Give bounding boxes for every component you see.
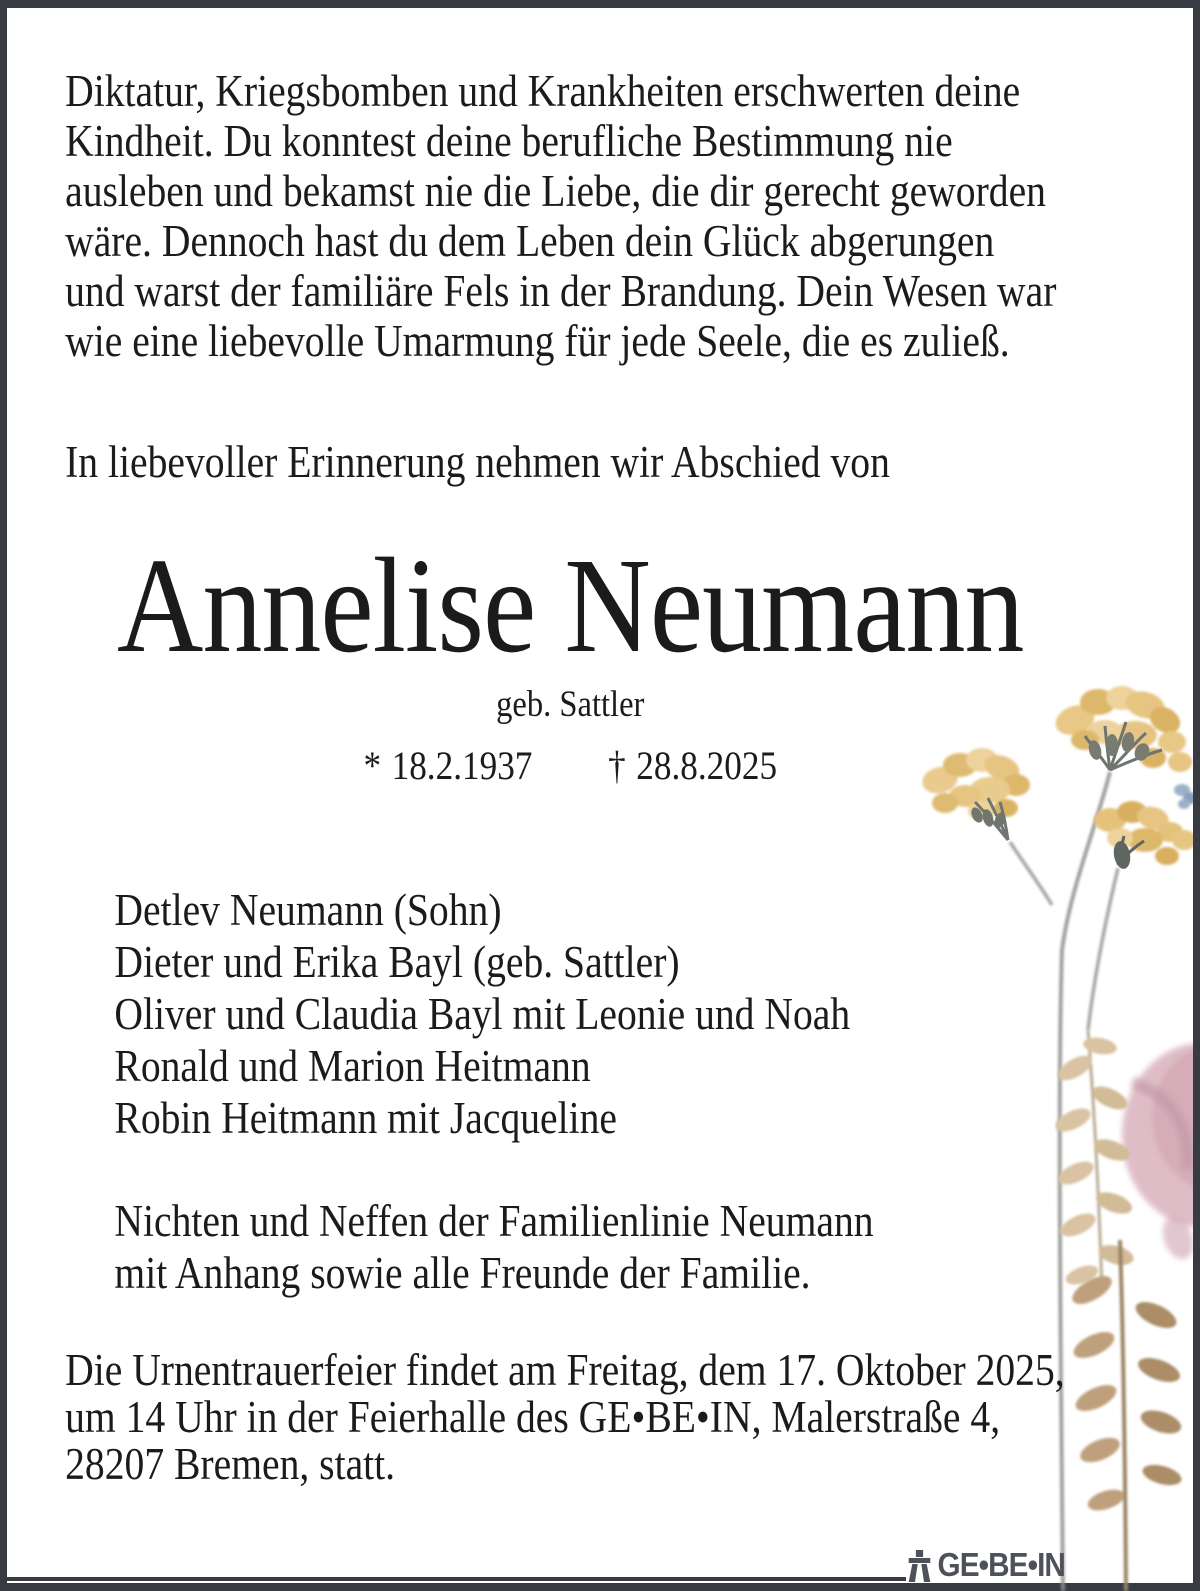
death-date: 28.8.2025 xyxy=(636,743,778,788)
mourner-line: Ronald und Marion Heitmann xyxy=(114,1041,591,1091)
birth-date-group xyxy=(363,743,532,788)
deceased-name: Annelise Neumann xyxy=(116,531,1024,681)
intro-line: Kindheit. Du konntest deine berufliche Bestimmung nie xyxy=(65,116,953,166)
intro-line: wäre. Dennoch hast du dem Leben dein Glück abgerungen xyxy=(65,216,995,266)
intro-line: Diktatur, Kriegsbomben und Krankheiten erschwerten deine xyxy=(65,66,1021,116)
ceremony-line: Die Urnentrauerfeier findet am Freitag, dem 17. Oktober 2025, xyxy=(65,1345,1065,1395)
birth-date: 18.2.1937 xyxy=(391,743,533,788)
farewell-line: In liebevoller Erinnerung nehmen wir Abschied von xyxy=(65,437,890,487)
intro-paragraph xyxy=(65,66,1056,366)
gebein-logo-text: GE•BE•IN xyxy=(937,1546,1065,1583)
intro-line: ausleben und bekamst nie die Liebe, die dir gerecht geworden xyxy=(65,166,1046,216)
ceremony-line: um 14 Uhr in der Feierhalle des GE•BE•IN, Malerstraße 4, xyxy=(65,1392,1001,1442)
intro-line: und warst der familiäre Fels in der Brandung. Dein Wesen war xyxy=(65,266,1057,316)
mourner-line: Detlev Neumann (Sohn) xyxy=(114,885,502,935)
maiden-name: geb. Sattler xyxy=(496,684,645,725)
ceremony-line: 28207 Bremen, statt. xyxy=(65,1439,396,1489)
relatives-line: Nichten und Neffen der Familienlinie Neumann xyxy=(114,1196,874,1246)
ceremony-paragraph xyxy=(65,1347,1065,1488)
mourner-line: Oliver und Claudia Bayl mit Leonie und Noah xyxy=(114,989,851,1039)
relatives-line: mit Anhang sowie alle Freunde der Familie. xyxy=(114,1248,811,1298)
death-date-group xyxy=(608,743,777,788)
mourner-line: Dieter und Erika Bayl (geb. Sattler) xyxy=(114,937,680,987)
intro-line: wie eine liebevolle Umarmung für jede Seele, die es zuließ. xyxy=(65,316,1010,366)
mourners-list xyxy=(114,884,850,1144)
mourner-line: Robin Heitmann mit Jacqueline xyxy=(114,1093,618,1143)
gebein-monument-icon xyxy=(906,1549,933,1583)
gebein-logo xyxy=(906,1547,1065,1583)
death-cross-symbol: † xyxy=(608,743,626,788)
birth-star-symbol: * xyxy=(363,743,382,788)
relatives-note xyxy=(114,1195,873,1299)
life-dates xyxy=(65,742,1075,789)
